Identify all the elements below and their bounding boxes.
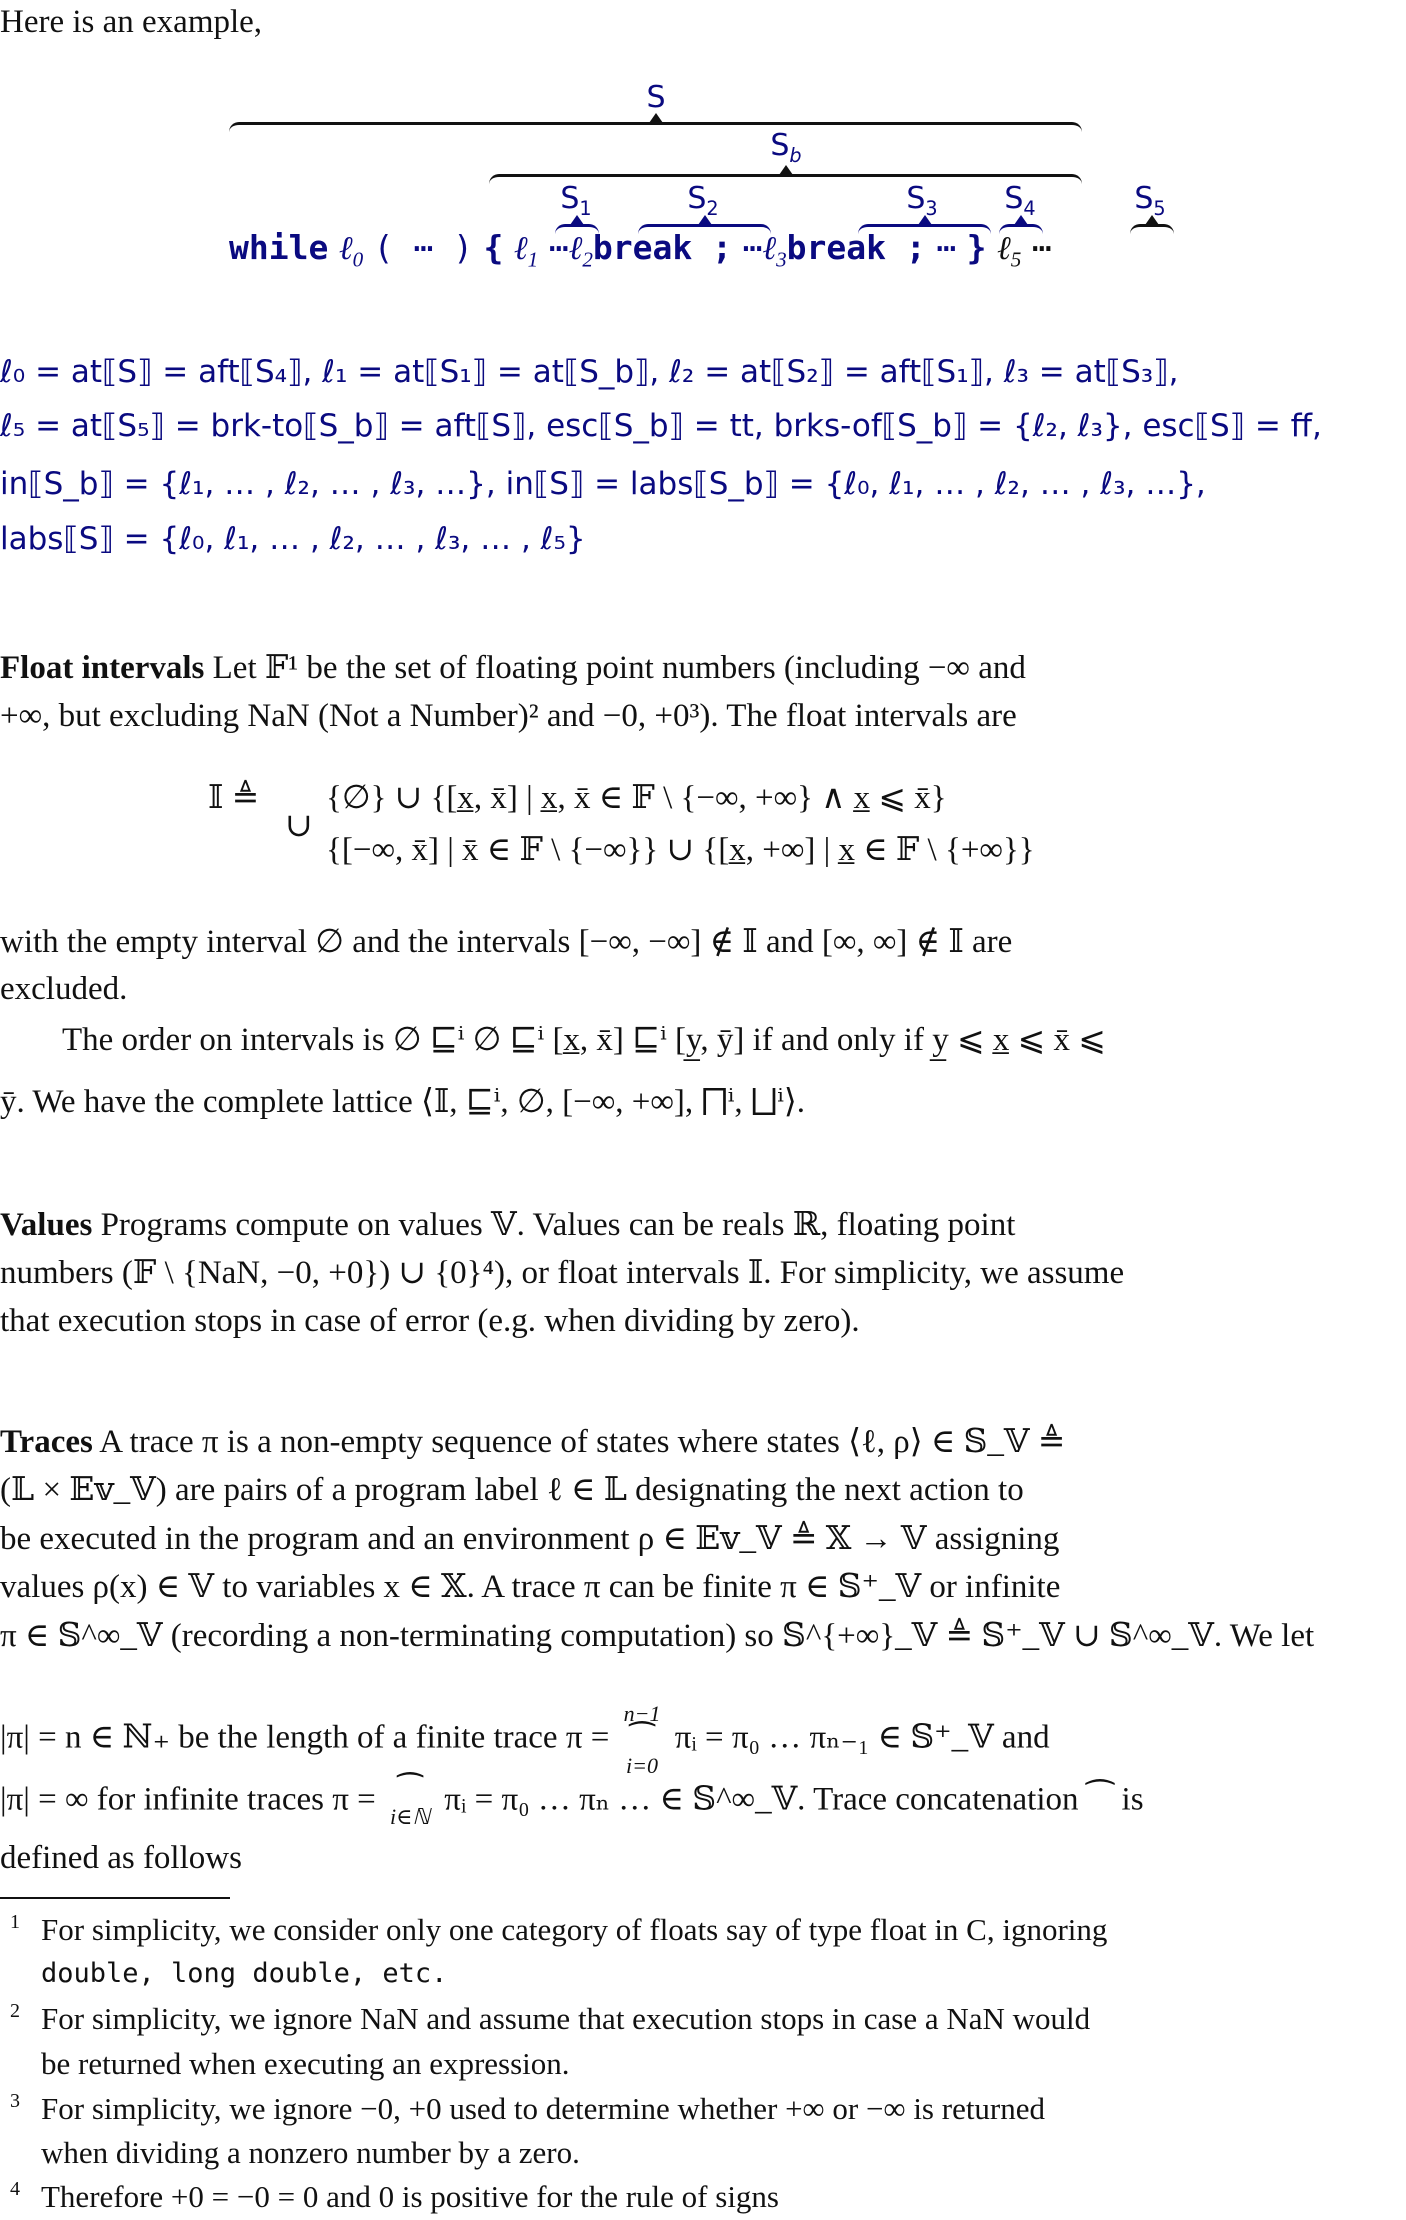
traces-line-8: defined as follows (0, 1840, 242, 1876)
label-l5: ℓ$_5$ (996, 231, 1022, 272)
footnote-text: For simplicity, we ignore NaN and assume that execution stops in case a NaN would (41, 2001, 1091, 2036)
code-line (229, 228, 1052, 272)
finite-trace-text: πᵢ = π₀ … πₙ₋₁ ∈ 𝕊⁺_𝕍 and (674, 1719, 1050, 1756)
dots-2: ⋯ (742, 228, 763, 267)
footnote-text: Therefore +0 = −0 = 0 and 0 is positive for the rule of signs (41, 2179, 779, 2214)
traces-line-6 (0, 1703, 1050, 1777)
float-intervals-line-2: +∞, but excluding NaN (Not a Number)² and −0, +0³). The float intervals are (0, 698, 1017, 734)
paragraph-text: Programs compute on values 𝕍. Values can be reals ℝ, floating point (100, 1207, 1016, 1243)
section-heading: Values (0, 1207, 93, 1243)
values-line-1 (0, 1205, 1015, 1245)
interval-definition-row-1: {∅} ∪ {[x̲, x̄] | x̲, x̄ ∈ 𝔽 \ {−∞, +∞} ∧ x̲ ⩽ x̄} (326, 780, 947, 816)
dots-1: ⋯ (548, 228, 569, 267)
empty-interval-text-2: excluded. (0, 971, 128, 1007)
close-brace: } (966, 228, 987, 267)
section-heading: Float intervals (0, 650, 205, 686)
label-l0: ℓ$_0$ (338, 231, 364, 272)
union-symbol: ∪ (285, 808, 313, 844)
condition: ( ⋯ ) (373, 228, 473, 267)
footnote-text: double, long double, etc. (41, 1958, 448, 1989)
interval-definition-row-2: {[−∞, x̄] | x̄ ∈ 𝔽 \ {−∞}} ∪ {[x̲, +∞] | x̲ ∈ 𝔽 \ {+∞}} (326, 832, 1035, 868)
label-l1: ℓ$_1$ (513, 231, 539, 272)
keyword-while: while (229, 228, 329, 267)
brace-label-sb: $S_b$ (770, 128, 802, 167)
brace-label-s4: $S_4$ (1004, 181, 1036, 220)
brace-label-s2: $S_2$ (687, 181, 719, 220)
dots-3: ⋯ (936, 228, 957, 267)
dots-4: ⋯ (1031, 228, 1052, 267)
brace-label-s1: $S_1$ (560, 181, 592, 220)
interval-order-text-2: ȳ. We have the complete lattice ⟨𝕀, ⊑ⁱ, ∅, [−∞, +∞], ⨅ⁱ, ⨆ⁱ⟩. (0, 1084, 806, 1120)
break-statement-2: break ; (786, 228, 926, 267)
infinite-trace-text: |π| = ∞ for infinite traces π = (0, 1781, 376, 1818)
brace-s (229, 122, 1082, 135)
traces-line-2: (𝕃 × 𝔼𝕧_𝕍) are pairs of a program label ℓ ∈ 𝕃 designating the next action to (0, 1472, 1024, 1508)
paragraph-text: Let 𝔽¹ be the set of floating point numbers (including −∞ and (212, 650, 1026, 686)
trace-length-text: |π| = n ∈ ℕ₊ be the length of a finite trace π = (0, 1719, 610, 1756)
break-statement-1: break ; (592, 228, 732, 267)
traces-line-3: be executed in the program and an environment ρ ∈ 𝔼𝕧_𝕍 ≜ 𝕏 → 𝕍 assigning (0, 1521, 1060, 1557)
footnote-number: 4 (10, 2178, 20, 2200)
traces-line-4: values ρ(x) ∈ 𝕍 to variables x ∈ 𝕏. A trace π can be finite π ∈ 𝕊⁺_𝕍 or infinite (0, 1569, 1061, 1605)
interval-definition-lhs: 𝕀 ≜ (208, 780, 260, 816)
label-l3: ℓ$_3$ (762, 231, 787, 272)
footnote-text: For simplicity, we consider only one category of floats say of type float in C, ignoring (41, 1912, 1108, 1947)
brace-label-s3: $S_3$ (906, 181, 938, 220)
footnote-number: 1 (10, 1911, 20, 1933)
equation-line-3: in⟦S_b⟧ = {ℓ₁, … , ℓ₂, … , ℓ₃, …}, in⟦S⟧ = labs⟦S_b⟧ = {ℓ₀, ℓ₁, … , ℓ₂, … , ℓ₃, …}, (0, 466, 1206, 502)
brace-s5 (1130, 224, 1174, 237)
equation-line-2: ℓ₅ = at⟦S₅⟧ = brk-to⟦S_b⟧ = aft⟦S⟧, esc⟦S_b⟧ = tt, brks-of⟦S_b⟧ = {ℓ₂, ℓ₃}, esc⟦S⟧ = ff, (0, 408, 1322, 444)
footnote-text: be returned when executing an expression. (41, 2046, 570, 2081)
interval-order-text-1: The order on intervals is ∅ ⊑ⁱ ∅ ⊑ⁱ [x̲, x̄] ⊑ⁱ [y̲, ȳ] if and only if y̲ ⩽ x̲ ⩽ x̄ ⩽ (62, 1022, 1106, 1058)
label-l2: ℓ$_2$ (568, 231, 593, 272)
equation-line-1: ℓ₀ = at⟦S⟧ = aft⟦S₄⟧, ℓ₁ = at⟦S₁⟧ = at⟦S_b⟧, ℓ₂ = at⟦S₂⟧ = aft⟦S₁⟧, ℓ₃ = at⟦S₃⟧, (0, 354, 1179, 390)
float-intervals-line-1 (0, 648, 1026, 688)
equation-line-4: labs⟦S⟧ = {ℓ₀, ℓ₁, … , ℓ₂, … , ℓ₃, … , ℓ₅} (0, 521, 586, 557)
infinite-trace-text-2: πᵢ = π₀ … πₙ … ∈ 𝕊^∞_𝕍. Trace concatenation ⁀ is (444, 1781, 1144, 1818)
traces-line-7 (0, 1776, 1144, 1828)
concat-operator-infinite: ⁀ i∈ℕ (390, 1774, 431, 1829)
brace-label-s: S (646, 80, 666, 115)
footnote-text: For simplicity, we ignore −0, +0 used to determine whether +∞ or −∞ is returned (41, 2091, 1046, 2126)
paragraph-text: A trace π is a non-empty sequence of states where states ⟨ℓ, ρ⟩ ∈ 𝕊_𝕍 ≜ (99, 1424, 1066, 1460)
footnote-text: when dividing a nonzero number by a zero. (41, 2135, 580, 2170)
section-heading: Traces (0, 1424, 93, 1460)
footnote-number: 2 (10, 2000, 20, 2022)
concat-operator-finite: n−1 ⁀ i=0 (623, 1701, 661, 1778)
traces-line-1 (0, 1422, 1065, 1462)
values-line-3: that execution stops in case of error (e.g. when dividing by zero). (0, 1303, 860, 1339)
open-brace: { (483, 228, 504, 267)
traces-line-5: π ∈ 𝕊^∞_𝕍 (recording a non-terminating computation) so 𝕊^{+∞}_𝕍 ≜ 𝕊⁺_𝕍 ∪ 𝕊^∞_𝕍. We let (0, 1618, 1315, 1654)
values-line-2: numbers (𝔽 \ {NaN, −0, +0}) ∪ {0}⁴), or float intervals 𝕀. For simplicity, we assume (0, 1255, 1125, 1291)
intro-text: Here is an example, (0, 4, 263, 40)
brace-label-s5: $S_5$ (1134, 181, 1166, 220)
empty-interval-text-1: with the empty interval ∅ and the intervals [−∞, −∞] ∉ 𝕀 and [∞, ∞] ∉ 𝕀 are (0, 924, 1013, 960)
footnote-rule (0, 1897, 230, 1899)
footnote-number: 3 (10, 2090, 20, 2112)
